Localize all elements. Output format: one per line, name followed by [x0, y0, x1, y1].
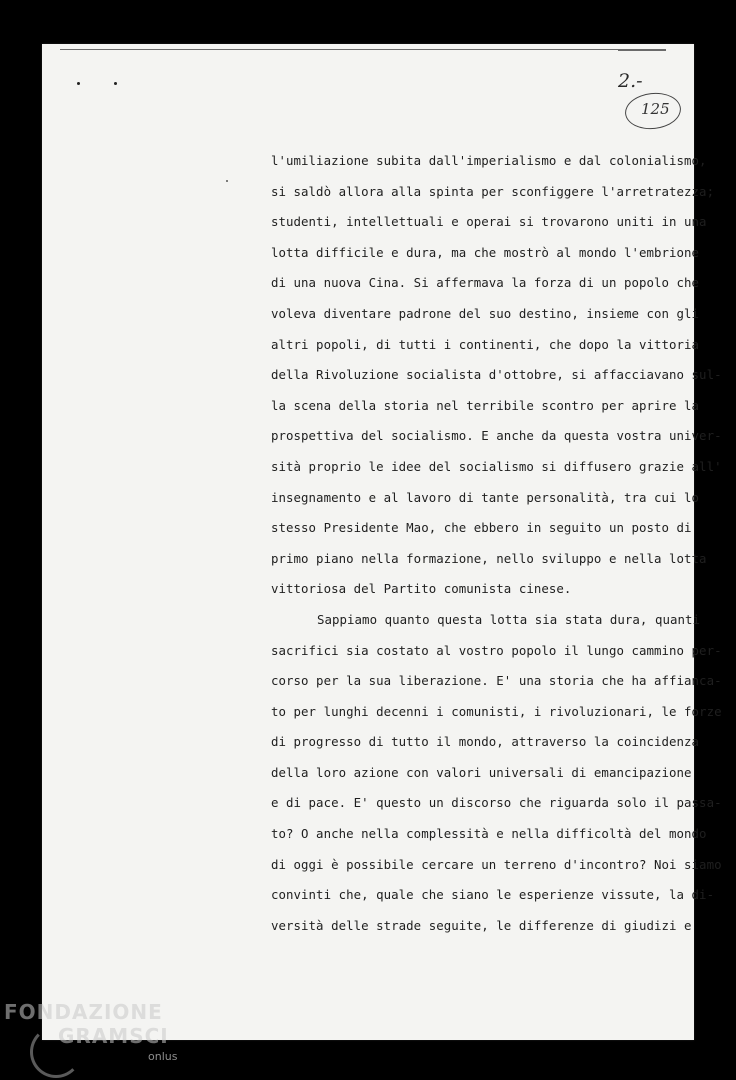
top-rule: [60, 49, 666, 50]
text-line: lotta difficile e dura, ma che mostrò al mondo l'embrione: [271, 244, 700, 260]
text-line: di progresso di tutto il mondo, attraverso la coincidenza: [271, 734, 700, 750]
page-number: 2.-: [618, 70, 643, 92]
archive-number: 125: [641, 100, 670, 118]
text-line: to? O anche nella complessità e nella difficoltà del mondo: [271, 826, 707, 842]
text-line: stesso Presidente Mao, che ebbero in seguito un posto di: [271, 520, 692, 536]
text-line: della Rivoluzione socialista d'ottobre, si affacciavano sul-: [271, 367, 722, 383]
text-line: insegnamento e al lavoro di tante personalità, tra cui lo: [271, 489, 700, 505]
text-line: studenti, intellettuali e operai si trovarono uniti in una: [271, 214, 707, 230]
text-line: altri popoli, di tutti i continenti, che dopo la vittoria: [271, 336, 700, 352]
text-line: convinti che, quale che siano le esperienze vissute, la di-: [271, 887, 715, 903]
punch-mark-left: [77, 82, 80, 85]
text-line: voleva diventare padrone del suo destino, insieme con gli: [271, 305, 700, 321]
watermark-line2: GRAMSCI: [58, 1024, 169, 1048]
text-line: vittoriosa del Partito comunista cinese.: [271, 581, 572, 597]
text-line: to per lunghi decenni i comunisti, i rivoluzionari, le forze: [271, 703, 722, 719]
text-line: primo piano nella formazione, nello sviluppo e nella lotta: [271, 550, 707, 566]
text-line: sità proprio le idee del socialismo si diffusero grazie all': [271, 458, 722, 474]
text-line: di oggi è possibile cercare un terreno d'incontro? Noi siamo: [271, 856, 722, 872]
text-line-paragraph-start: Sappiamo quanto questa lotta sia stata dura, quanti: [317, 611, 700, 627]
watermark-line3: onlus: [148, 1050, 178, 1063]
text-line: si saldò allora alla spinta per sconfiggere l'arretratezza;: [271, 183, 715, 199]
watermark-line1: FONDAZIONE: [4, 1000, 163, 1024]
text-line: e di pace. E' questo un discorso che riguarda solo il passa-: [271, 795, 722, 811]
text-line: sacrifici sia costato al vostro popolo il lungo cammino per-: [271, 642, 722, 658]
text-line: prospettiva del socialismo. E anche da questa vostra univer-: [271, 428, 722, 444]
watermark-logo: [0, 996, 200, 1080]
text-line: versità delle strade seguite, le differenze di giudizi e: [271, 917, 692, 933]
punch-mark-right: [114, 82, 117, 85]
text-line: di una nuova Cina. Si affermava la forza di un popolo che: [271, 275, 700, 291]
body-text: [271, 146, 722, 941]
text-line: della loro azione con valori universali di emancipazione: [271, 764, 692, 780]
text-line: l'umiliazione subita dall'imperialismo e dal colonialismo,: [271, 153, 707, 168]
top-rule-right: [618, 50, 666, 51]
stray-mark: [226, 180, 228, 182]
text-line: corso per la sua liberazione. E' una storia che ha affianca-: [271, 673, 722, 689]
text-line: la scena della storia nel terribile scontro per aprire la: [271, 397, 700, 413]
